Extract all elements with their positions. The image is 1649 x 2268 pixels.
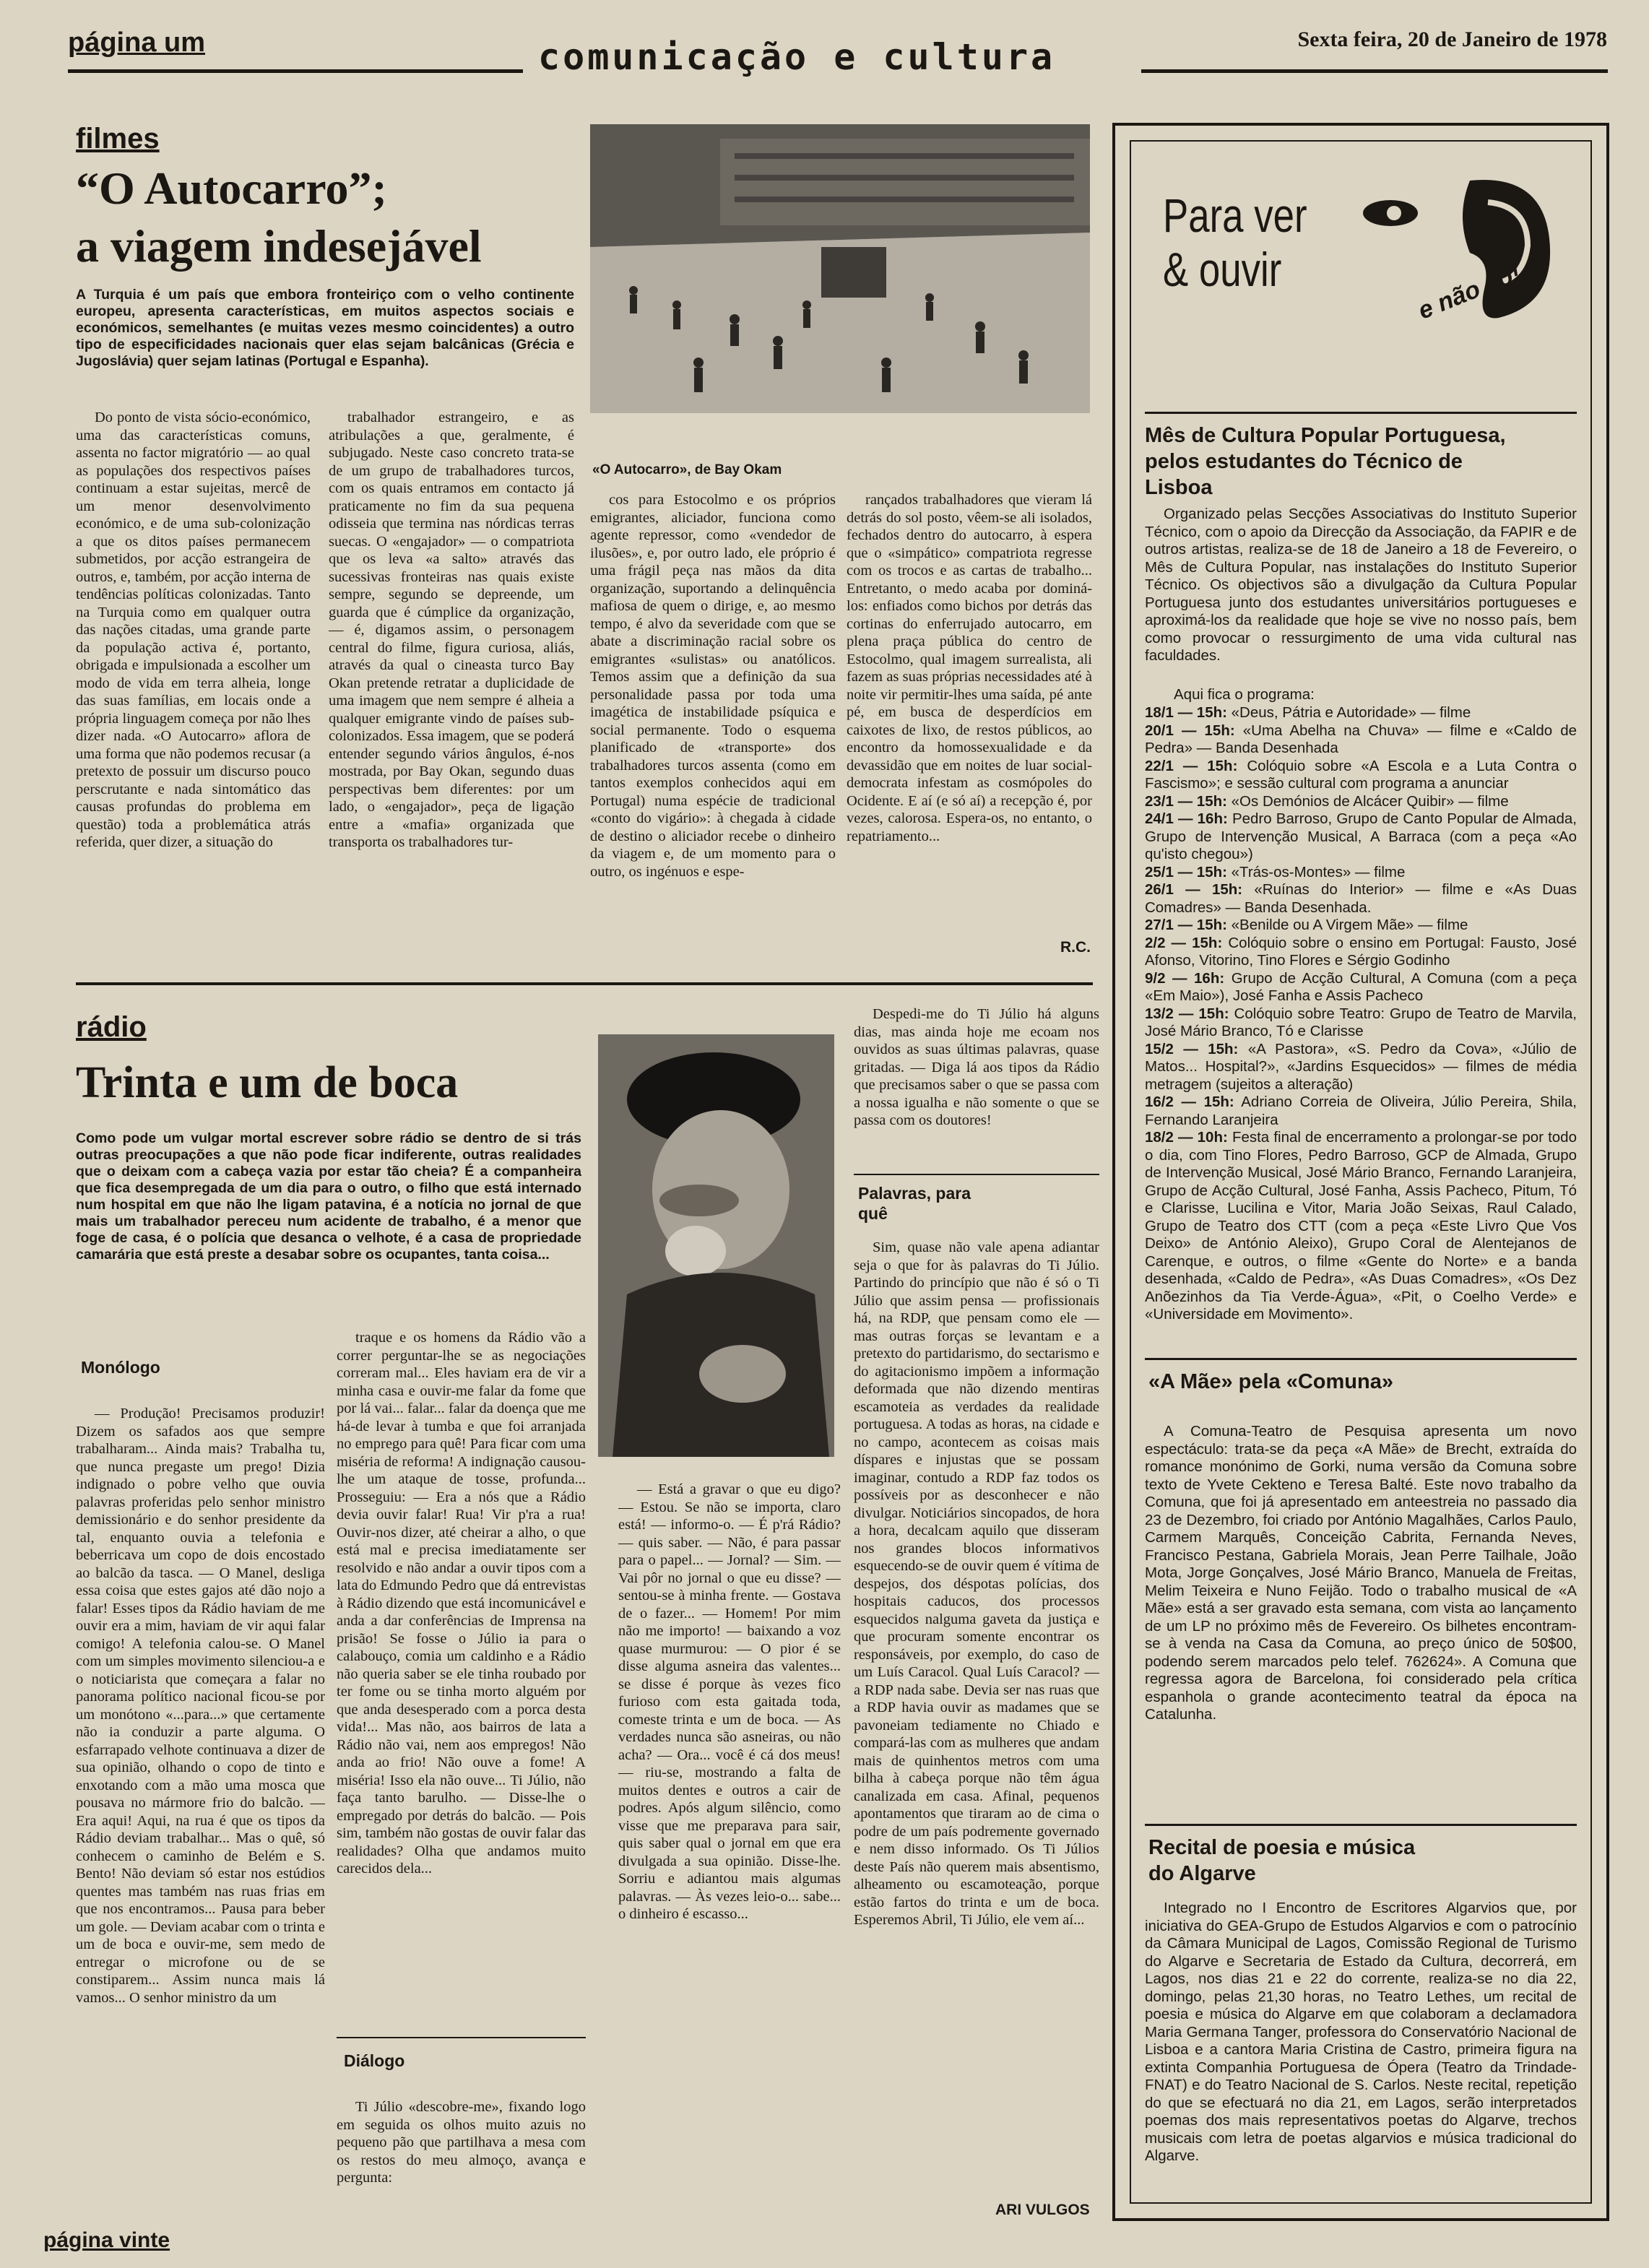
sidebar-program-intro: Aqui fica o programa: (1174, 686, 1315, 703)
logo-line-1: Para ver (1163, 189, 1307, 242)
radio-subhead-dialogo: Diálogo (344, 2051, 405, 2070)
radio-lead: Como pode um vulgar mortal escrever sobre rádio se dentro de si trás outras preocupações a que não pode ficar indiferente, outras realidades que o deixam com a cabeça vazia por estar tão cheia? É a companheira que fica desempregada de um dia para o outro, o filho que está internado num hospital em que não lhe ligam patavina, é a notícia no jornal de que mais um trabalhador pereceu num acidente de trabalho, é a menor que foge de casa, é o polícia que desanca o velhote, é a casa de propriedade camarária que está preste a desabar sobre os ocupantes, tanta coisa... (76, 1130, 581, 1263)
header-rule-left (68, 69, 523, 73)
program-item: 18/2 — 10h: Festa final de encerramento a prolongar-se por todo o dia, com Tino Flores, Pedro Barroso, GCP de Almada, Grupo de Intervenção Musical, José Mário Branco, Fernando Laranjeira, Grupo de Acção Cultural, José Fanha, Assis Pacheco, Pitum, Tó e Clarisse, Lucilina e Vitor, Maria João Seixas, Raul Calado, Grupo de Teatro dos CTT (com a peça «Este Livro Que Vos Deixo» de António Aleixo), Grupo Coral de Alentejanos de Carenque, e outros, o filme «Gente do Norte» e a banda desenhada, «Caldo de Pedra», «As Duas Comadres», «Os Dez Anõezinhos da Tia Verde-Água», «Pit, o Coelho Verde» e «Universidade em Movimento». (1145, 1129, 1577, 1323)
program-item: 26/1 — 15h: «Ruínas do Interior» — filme e «As Duas Comadres» — Banda Desenhada. (1145, 881, 1577, 916)
sidebar-logo (1156, 173, 1575, 354)
logo-tagline: e não só! (1414, 259, 1525, 325)
eye-and-ear-icon (1354, 173, 1571, 339)
radio-signature: ARI VULGOS (995, 2202, 1090, 2218)
sidebar-item2-text: A Comuna-Teatro de Pesquisa apresenta um novo espectáculo: trata-se da peça «A Mãe» de Brecht, extraída do romance monónimo de Gorki, numa versão da Comuna sobre texto de Yvete Cekteno e Teresa Balté. Este novo trabalho da Comuna, que foi já apresentado em anteestreia no passado dia 23 de Dezembro, foi criado por António Magalhães, Carlos Paulo, Carmem Marquês, Conceição Cabrita, Fernanda Neves, Francisco Pestana, Gabriela Morais, Jean Perre Tailhale, João Mota, Jorge Gonçalves, José Mário Branco, Manuela de Freitas, Melim Teixeira e Nuno Feijão. Todo o trabalho musical de «A Mãe» está a ser gravado esta semana, com vista ao lançamento de um LP no próximo mês de Fevereiro. Os bilhetes encontram-se à venda na Casa da Comuna, ao preço único de 50$00, podendo serem marcados pelo telef. 762624». A Comuna que regressa agora de Barcelona, foi considerado pela crítica espanhola o grande acontecimento teatral da época na Catalunha. (1145, 1423, 1577, 1723)
page-label: página um (68, 27, 206, 58)
radio-column-4b: Sim, quase não vale apena adiantar seja o que for às palavras do Ti Júlio. Partindo do princípio que não é só o Ti Júlio que assim pensa — profissionais há, na RDP, que pensam como ele — mas outras forças se levantam e a pretexto do partidarismo, do sectarismo e do agitacionismo impõem a informação deformada que não dizendo mentiras escamoteia as verdades da realidade portuguesa. A todas as horas, na cidade e no campo, acontecem as coisas mais díspares e injustas que se possam imaginar, contudo a RDP faz todos os possíveis por as desconhecer e não divulgar. Noticiários sincopados, de hora a hora, decalcam aquilo que disseram nos grandes blocos informativos esquecendo-se de ouvir quem é vítima de despejos, dos déspotas polícias, dos hospitais caducos, dos processos esquecidos nalguma gaveta da justiça e que procuram somente encontrar os responsáveis, por exemplo, do caso de um Luís Caracol. Qual Luís Caracol? — a RDP nada sabe. Devia ser nas ruas que a RDP havia ouvir as madames que se pavoneiam tediamente no Chiado e compará-las com as mulheres que andam mais de quinhentos metros com uma bilha à cabeça porque não têm água canalizada em casa. Afinal, pequenos apontamentos que tiraram ao de cima o podre de um país podremente governado e nem disso informado. Os Ti Júlios deste País não querem mais absentismo, alheamento ou escamoteação, porque estão fartos do trinta e um de boca. Esperemos Abril, Ti Júlio, ele vem aí... (854, 1239, 1099, 1928)
sidebar-item1-intro: Organizado pelas Secções Associativas do Instituto Superior Técnico, com o apoio da Direcção da Associação, da FAPIR e de outros artistas, realiza-se de 18 de Janeiro a 18 de Fevereiro, o Mês de Cultura Popular, nas instalações do Instituto Superior Técnico. Os objectivos são a divulgação da Cultura Popular Portuguesa junto dos estudantes universitários portugueses e aproximá-los da realidade que hoje se vive no nosso país, bem como provocar o ressurgimento de uma vida cultural nas faculdades. (1145, 506, 1577, 664)
sidebar-item2-title: «A Mãe» pela «Comuna» (1148, 1370, 1393, 1393)
radio-column-4a: Despedi-me do Ti Júlio há alguns dias, mas ainda hoje me ecoam nos ouvidos as suas últimas palavras, quase gritadas. — Diga lá aos tipos da Rádio que precisamos saber o que se passa com a nossa igualha e não somente o que se passa com os doutores! (854, 1006, 1099, 1128)
film-column-2: trabalhador estrangeiro, e as atribulações a que, geralmente, é subjugado. Neste caso concreto trata-se de um grupo de trabalhadores turcos, com os quais entramos em contacto já praticamente no fim da sua pequena odisseia que termina nas nórdicas terras suecas. O «engajador» — o compatriota que os leva «a salto» através das sucessivas fronteiras nas quais existe sempre, segundo se depreende, um guarda que é cúmplice da organização, — é, digamos assim, o personagem central do filme, figura curiosa, aliás, através da qual o cineasta turco Bay Okan pretende retratar a duplicidade de uma imagem que nem sempre é alheia a qualquer emigrante vindo de países sub-colonizados. Essa imagem, que se poderá entender segundo vários ângulos, é-nos mostrada, por Bay Okan, segundo duas perspectivas bem diferentes: por um lado, o «engajador», peça de ligação entre a «mafia» organizada que transporta os trabalhadores tur- (329, 410, 574, 850)
radio-column-2: traque e os homens da Rádio vão a correr perguntar-lhe se as negociações correram mal... Eles haviam era de vir a minha casa e ouvir-me falar da fome que por lá vai... falar... falar da doença que me há-de levar à tumba e que foi arranjada no emprego para quê! Para ficar com uma miséria de reforma! A indignação causou-lhe um ataque de tosse, profunda... Prosseguiu: — Era a nós que a Rádio devia ouvir falar! Rua! Vir p'ra a rua! Ouvir-nos dizer, até cheirar a alho, o que está mal e precisa imediatamente ser resolvido e não andar a ouvir tipos com a lata do Edmundo Pedro que dá entrevistas à Rádio dizendo que está incomunicável e anda a dar conferências de Imprensa na prisão! Se fosse o Júlio ia para o calabouço, comia um caldinho e a Rádio não queria saber se ele tinha roubado por ter fome ou se tinha morto alguém por que anda desesperado com a porca desta vida!... Mas não, aos bairros de lata a Rádio não vai, nem aos empregos! Não anda ao frio! Não ouve a fome! A miséria! Isso ela não ouve... Ti Júlio, não faça tanto barulho. — Disse-lhe o empregado por detrás do balcão. — Pois sim, também não gostas de ouvir falar das realidades? Olha que andamos muito carecidos dela... (337, 1330, 586, 1877)
dialogo-rule (337, 2037, 586, 2038)
film-lead: A Turquia é um país que embora fronteiriço com o velho continente europeu, apresenta características, em muitos aspectos sociais e económicos, semelhantes (e muitas vezes mesmo coincidentes) a outro tipo de especificidades nacionais quer elas sejam balcânicas (Grécia e Jugoslávia) quer sejam latinas (Portugal e Espanha). (76, 287, 574, 369)
section-divider (76, 982, 1093, 985)
program-item: 23/1 — 15h: «Os Demónios de Alcácer Quibir» — filme (1145, 792, 1509, 810)
film-signature: R.C. (1060, 939, 1091, 956)
program-item: 22/1 — 15h: Colóquio sobre «A Escola e a Luta Contra o Fascismo»; e sessão cultural com programa a anunciar (1145, 757, 1577, 792)
program-item: 25/1 — 15h: «Trás-os-Montes» — filme (1145, 863, 1406, 880)
bus-station-photo (590, 124, 1090, 413)
sidebar-rule-1 (1145, 412, 1577, 414)
issue-date: Sexta feira, 20 de Janeiro de 1978 (1297, 27, 1607, 51)
section-title: comunicação e cultura (538, 36, 1056, 78)
program-item: 24/1 — 16h: Pedro Barroso, Grupo de Canto Popular de Almada, Grupo de Intervenção Musical, A Barraca (com a peça «Ao qu'isto chegou») (1145, 810, 1577, 862)
film-headline-1: “O Autocarro”; (76, 163, 387, 214)
palavras-rule (854, 1174, 1099, 1175)
program-item: 13/2 — 15h: Colóquio sobre Teatro: Grupo de Teatro de Marvila, José Mário Branco, Tó e Clarisse (1145, 1005, 1577, 1039)
film-photo-caption: «O Autocarro», de Bay Okam (592, 462, 782, 477)
film-column-3: cos para Estocolmo e os próprios emigrantes, aliciador, funciona como agente repressor, como «vendedor de ilusões», e, por outro lado, ele próprio é uma frágil peça nas mãos da dita organização, suportando a delinquência mafiosa de quem o dirige, e, ao mesmo tempo, é alvo da severidade com que se abate a discriminação racial sobre os emigrantes «sulistas» ou anatólicos. Temos assim que a definição da sua personalidade passa por toda uma imagética de instabilidade psíquica e social permanente. Todo o esquema planificado de «transporte» dos trabalhadores turcos assenta (como em tantos exemplos conhecidos aqui em Portugal) numa espécie de tradicional «conto do vigário»: à chegada à cidade de destino o aliciador recebe o dinheiro da viagem e, de um momento para o outro, os ingénuos e espe- (590, 492, 836, 880)
sidebar-program (1145, 704, 1577, 1340)
logo-line-2: & ouvir (1163, 243, 1282, 296)
radio-column-2b: Ti Júlio «descobre-me», fixando logo em seguida os olhos muito azuis no pequeno pão que partilhava a mesa com os restos do meu almoço, avança e pergunta: (337, 2099, 586, 2186)
sidebar-rule-2 (1145, 1358, 1577, 1360)
sidebar-item3-title: Recital de poesia e música do Algarve (1148, 1836, 1416, 1885)
program-item: 18/1 — 15h: «Deus, Pátria e Autoridade» — filme (1145, 704, 1471, 721)
sidebar-item3-text: Integrado no I Encontro de Escritores Algarvios que, por iniciativa do GEA-Grupo de Estudos Algarvios e com o patrocínio da Câmara Municipal de Lagos, Comissão Regional de Turismo do Algarve e Secretaria de Estado da Cultura, decorrerá, em Lagos, nos dias 21 e 22 do corrente, realiza-se no dia 22, domingo, pelas 21,30 horas, no Teatro Lethes, um recital de poesia e música do Algarve em que colaboram a declamadora Maria Germana Tanger, professora do Conservatório Nacional de Lisboa e a cantora Maria Cristina de Castro, primeira figura na extinta Companhia Portuguesa de Ópera (Teatro da Trindade-FNAT) e do Teatro Nacional de S. Carlos. Neste recital, repetição do que se efectuará no dia 21, em Lagos, serão interpretados poemas dos mais representativos poetas do Algarve, trechos musicais com letra de poetas algarvios e música tradicional do Algarve. (1145, 1900, 1577, 2164)
program-item: 16/2 — 15h: Adriano Correia de Oliveira, Júlio Pereira, Shila, Fernando Laranjeira (1145, 1094, 1577, 1128)
radio-section-label: rádio (76, 1011, 147, 1043)
program-item: 15/2 — 15h: «A Pastora», «S. Pedro da Cova», «Júlio de Matos... Hospital?», «Jardins Esquecidos» — filmes de média metragem (sujeitos a alteração) (1145, 1040, 1577, 1093)
sidebar-rule-3 (1145, 1824, 1577, 1826)
header-rule-right (1141, 69, 1608, 73)
film-section-label: filmes (76, 123, 160, 155)
program-item: 27/1 — 15h: «Benilde ou A Virgem Mãe» — filme (1145, 917, 1468, 933)
old-man-portrait (598, 1034, 834, 1457)
radio-headline: Trinta e um de boca (76, 1058, 459, 1107)
film-column-1: Do ponto de vista sócio-económico, uma das características comuns, assenta no factor migratório — ao qual as populações dos respectivos países continuam a estar sujeitas, mercê de um menor desenvolvimento económico, e de uma sub-colonização a que os ditos países permanecem submetidos, por acção estrangeira de outros, e, também, por acção interna de tendências políticas colonizadas. Tanto na Turquia como em qualquer outra das nações citadas, uma grande parte da população activa é, portanto, obrigada e impulsionada a escolher um modo de vida em terra alheia, longe das suas famílias, em locais onde a própria linguagem começa por não lhes dizer nada. «O Autocarro» aflora de uma forma que não podemos recusar (a pretexto de possuir um discurso pouco perscrutante e nada sintomático das causas profundas do problema em questão) toda a problemática atrás referida, quer dizer, a situação do (76, 410, 311, 850)
radio-subhead-palavras: Palavras, para quê (858, 1184, 971, 1223)
radio-column-3: — Está a gravar o que eu digo? — Estou. Se não se importa, claro está! — informo-o. — É p'rá Rádio? — quis saber. — Não, é para passar para o papel... — Jornal? — Sim. — Vai pôr no jornal o que eu disse? — sentou-se à minha frente. — Gostava de o fazer... — Homem! Por mim não me importo! — baixando a voz quase murmurou: — O pior é se disse alguma asneira das valentes... se disse é porque às vezes fico furioso com esta gaitada toda, comeste trinta e um de boca. — As verdades nunca são asneiras, ou não acha? — Ora... você é cá dos meus! — riu-se, mostrando a falta de muitos dentes e outros a cair de podres. Após algum silêncio, como visse que me preparava para sair, quis saber qual o jornal em que era divulgada a sua opinião. Disse-lhe. Sorriu e adiantou mais algumas palavras. — Às vezes leio-o... sabe... o dinheiro é escasso... (618, 1481, 841, 1922)
radio-subhead-monologo: Monólogo (81, 1358, 160, 1377)
footer-page-label: página vinte (43, 2228, 170, 2252)
radio-photo (598, 1034, 834, 1457)
radio-column-1: — Produção! Precisamos produzir! Dizem os safados aos que sempre trabalharam... Ainda mais? Trabalha tu, que nunca pregaste um prego! Dizia indignado o pobre velho que ouvia palavras proferidas pelo senhor ministro demissionário e do senhor presidente da tal, enquanto ouvia a telefonia e beberricava um copo de dois encostado ao balcão da tasca. — O Manel, desliga essa coisa que estes gajos até dão nojo a falar! Esses tipos da Rádio haviam de me ouvir era a mim, haviam de vir aqui falar comigo! A telefonia calou-se. O Manel com um simples movimento silenciou-a e o noticiarista que começara a falar no panorama político nacional ficou-se por um monótono «...para...» que certamente não ia conduzir a parte alguma. O esfarrapado velhote continuava a dizer de sua opinião, olhando o copo de tinto e enxotando com a mão uma mosca que pousava no mármore frio do balcão. — Era aqui! Aqui, na rua é que os tipos da Rádio deviam trabalhar... Mas o quê, só conhecem o caminho de Belém e S. Bento! Não deviam só estar nos estúdios quentes mas também nas ruas frias em que nos encontramos... Pausa para beber um gole. — Deviam acabar com o trinta e um de boca e ouvir-me, sem medo de entregar o microfone ou de se constiparem... Assim nunca mais lá vamos... O senhor ministro da um (76, 1406, 325, 2006)
sidebar-item1-title: Mês de Cultura Popular Portuguesa, pelos estudantes do Técnico de Lisboa (1145, 424, 1506, 499)
program-item: 20/1 — 15h: «Uma Abelha na Chuva» — filme e «Caldo de Pedra» — Banda Desenhada (1145, 722, 1577, 756)
program-item: 2/2 — 15h: Colóquio sobre o ensino em Portugal: Fausto, José Afonso, Vitorino, Tino Flores e Sérgio Godinho (1145, 934, 1577, 969)
film-photo (590, 124, 1090, 413)
program-item: 9/2 — 16h: Grupo de Acção Cultural, A Comuna (com a peça «Em Maio»), José Fanha e Assis Pacheco (1145, 969, 1577, 1004)
film-headline-2: a viagem indesejável (76, 220, 482, 272)
film-column-4: rançados trabalhadores que vieram lá detrás do sol posto, vêem-se ali isolados, fechados dentro do autocarro, à espera que o «simpático» compatriota regresse com os trocos e as cartas de trabalho... Entretanto, o medo acaba por dominá-los: enfiados como bichos por detrás das cortinas do enferrujado autocarro, em plena praça pública do centro de Estocolmo, qual imagem surrealista, ali fazem as suas próprias necessidades até à noite vir permitir-lhes uma saída, pé ante pé, em busca de desperdícios em caixotes de lixo, de restos públicos, ao encontro da homossexualidade e da devassidão que em noites de luar social-democrata infestam as cosmópoles do Ocidente. E aí (e só aí) a recepção é, por vezes, calorosa. Espera-os, no entanto, o repatriamento... (847, 492, 1092, 844)
